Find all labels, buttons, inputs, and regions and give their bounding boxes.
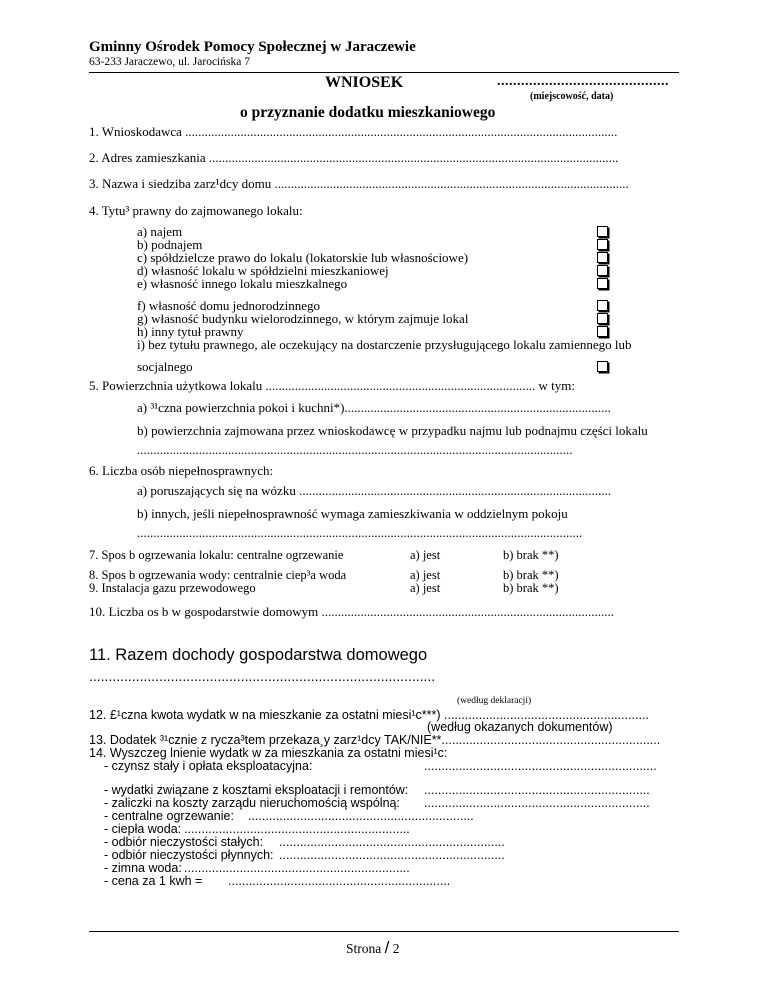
expense-input[interactable]: ................................................................. xyxy=(424,783,650,797)
field-household-income-dots[interactable]: ......................................................................................... xyxy=(89,668,436,684)
checkbox-d[interactable] xyxy=(597,265,608,276)
expense-label: - centralne ogrzewanie: xyxy=(104,809,234,823)
field-water-heating: 8. Spos b ogrzewania wody: centralnie ciep³a woda xyxy=(89,568,347,582)
org-name: Gminny Ośrodek Pomocy Społecznej w Jaraczewie xyxy=(89,39,416,55)
option-label-h: h) inny tytuł prawny xyxy=(137,324,244,339)
water-yes[interactable]: a) jest xyxy=(410,568,441,582)
page-label: Strona xyxy=(346,941,382,956)
header-divider xyxy=(89,72,679,73)
income-note: (według deklaracji) xyxy=(457,696,532,706)
expense-input[interactable]: ................................................................. xyxy=(248,809,474,823)
expense-label: - wydatki związane z kosztami eksploatacji i remontów: xyxy=(104,783,409,797)
expense-label: - odbiór nieczystości stałych: xyxy=(104,835,264,849)
field-gas: 9. Instalacja gazu przewodowego xyxy=(89,581,256,595)
checkbox-g[interactable] xyxy=(597,313,608,324)
option-label-e: e) własność innego lokalu mieszkalnego xyxy=(137,276,348,291)
page-title: WNIOSEK xyxy=(325,74,404,91)
checkbox-c[interactable] xyxy=(597,252,608,263)
expense-label: - zaliczki na koszty zarządu nieruchomością wspólną: xyxy=(104,796,400,810)
option-label-d: d) własność lokalu w spółdzielni mieszkaniowej xyxy=(137,263,389,278)
expense-label: - cena za 1 kwh = xyxy=(104,874,203,888)
page-total: 2 xyxy=(392,941,400,956)
footer-divider xyxy=(89,931,679,932)
option-label-c: c) spółdzielcze prawo do lokalu (lokatorskie lub własnościowe) xyxy=(137,250,469,265)
field-allowance-transfer[interactable]: 13. Dodatek ³¹cznie z rycza³tem przekaza¸y zarz¹dcy TAK/NIE**............................................................... xyxy=(89,733,661,747)
field-address[interactable]: 2. Adres zamieszkania .............................................................................................................................. xyxy=(89,150,619,165)
checkbox-f[interactable] xyxy=(597,300,608,311)
expense-input[interactable]: ................................................................. xyxy=(184,822,410,836)
expense-input[interactable]: ................................................................. xyxy=(424,796,650,810)
expense-label: - zimna woda: xyxy=(104,861,182,875)
heating-no[interactable]: b) brak **) xyxy=(503,548,559,562)
gas-no[interactable]: b) brak **) xyxy=(503,581,559,595)
option-label-f: f) własność domu jednorodzinnego xyxy=(137,298,321,313)
field-disabled-count: 6. Liczba osób niepełnosprawnych: xyxy=(89,463,274,478)
water-no[interactable]: b) brak **) xyxy=(503,568,559,582)
page-subtitle: o przyznanie dodatku mieszkaniowego xyxy=(240,104,496,121)
field-other-disabled[interactable]: ......................................................................................................................................... xyxy=(137,525,583,540)
field-monthly-expenses[interactable]: 12. £¹czna kwota wydatk w na mieszkanie za ostatni miesi¹c***) ........................................................... xyxy=(89,708,649,722)
expense-input[interactable]: ................................................................... xyxy=(424,759,657,773)
expenses-note: (według okazanych dokumentów) xyxy=(427,720,613,734)
gas-yes[interactable]: a) jest xyxy=(410,581,441,595)
checkbox-i[interactable] xyxy=(597,361,608,372)
heating-yes[interactable]: a) jest xyxy=(410,548,441,562)
option-label-a: a) najem xyxy=(137,224,183,239)
field-heating: 7. Spos b ogrzewania lokalu: centralne ogrzewanie xyxy=(89,548,344,562)
field-occupied-area[interactable]: ...................................................................................................................................... xyxy=(137,442,573,457)
expense-input[interactable]: ................................................................. xyxy=(184,861,410,875)
field-legal-title: 4. Tytu³ prawny do zajmowanego lokalu: xyxy=(89,203,303,218)
expense-label: - odbiór nieczystości płynnych: xyxy=(104,848,274,862)
place-date-field[interactable]: ........................................... xyxy=(497,74,669,89)
field-usable-area[interactable]: 5. Powierzchnia użytkowa lokalu ................................................................................... w tym: xyxy=(89,378,576,393)
field-other-disabled-label: b) innych, jeśli niepełnosprawność wymaga zamieszkiwania w oddzielnym pokoju xyxy=(137,506,568,521)
place-date-label: (miejscowość, data) xyxy=(530,91,614,102)
field-rooms-area[interactable]: a) ³¹czna powierzchnia pokoi i kuchni*).................................................................................. xyxy=(137,400,611,415)
checkbox-e[interactable] xyxy=(597,278,608,289)
checkbox-b[interactable] xyxy=(597,239,608,250)
page-separator: / xyxy=(384,938,390,957)
option-label-i-cont: socjalnego xyxy=(137,359,193,374)
option-label-b: b) podnajem xyxy=(137,237,203,252)
expense-input[interactable]: ................................................................ xyxy=(228,874,451,888)
page-number xyxy=(346,938,399,958)
org-address: 63-233 Jaraczewo, ul. Jarocińska 7 xyxy=(89,56,250,68)
checkbox-a[interactable] xyxy=(597,226,608,237)
expense-input[interactable]: ................................................................. xyxy=(279,835,505,849)
field-manager[interactable]: 3. Nazwa i siedziba zarz¹dcy domu ............................................................................................................. xyxy=(89,176,629,191)
field-household-income: 11. Razem dochody gospodarstwa domowego xyxy=(89,646,428,664)
expense-label: - ciepła woda: xyxy=(104,822,182,836)
expense-label: - czynsz stały i opłata eksploatacyjna: xyxy=(104,759,313,773)
field-household-size[interactable]: 10. Liczba os b w gospodarstwie domowym .......................................................................................... xyxy=(89,604,615,619)
field-wheelchair[interactable]: a) poruszających się na wózku ................................................................................................ xyxy=(137,483,612,498)
option-label-g: g) własność budynku wielorodzinnego, w którym zajmuje lokal xyxy=(137,311,469,326)
option-label-i: i) bez tytułu prawnego, ale oczekujący na dostarczenie przysługującego lokalu zamiennego lub xyxy=(137,337,632,352)
field-applicant[interactable]: 1. Wnioskodawca ..................................................................................................................................... xyxy=(89,124,618,139)
field-expense-breakdown: 14. Wyszczeg lnienie wydatk w za mieszkania za ostatni miesi¹c: xyxy=(89,746,448,760)
expense-input[interactable]: ................................................................. xyxy=(279,848,505,862)
field-occupied-area-label: b) powierzchnia zajmowana przez wnioskodawcę w przypadku najmu lub podnajmu części lokalu xyxy=(137,423,648,438)
checkbox-h[interactable] xyxy=(597,326,608,337)
